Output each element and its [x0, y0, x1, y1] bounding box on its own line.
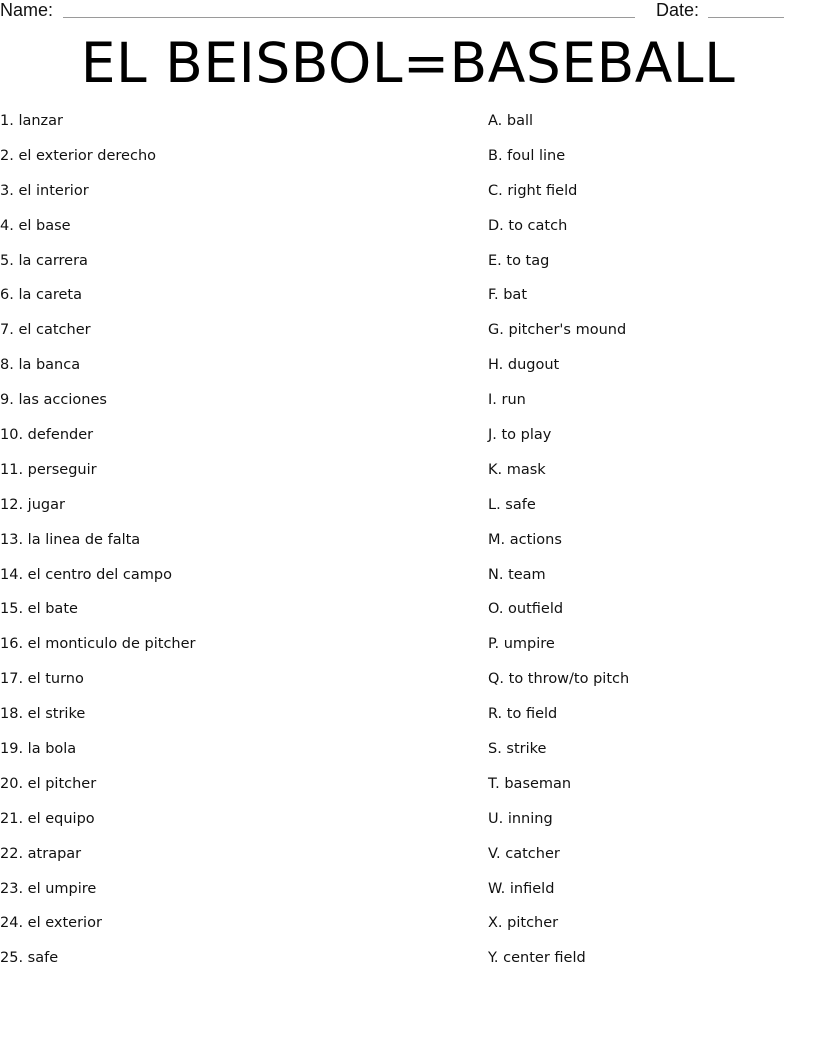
definition-item: L. safe: [488, 496, 536, 513]
term-item: 18. el strike: [0, 706, 86, 723]
definition-item: X. pitcher: [488, 915, 559, 932]
definition-item: M. actions: [488, 531, 562, 548]
term-item: 16. el monticulo de pitcher: [0, 636, 196, 653]
definition-item: T. baseman: [488, 775, 572, 792]
definition-item: W. infield: [488, 880, 555, 897]
term-item: 21. el equipo: [0, 810, 95, 827]
definition-item: E. to tag: [488, 252, 550, 269]
definition-item: U. inning: [488, 810, 553, 827]
definition-item: K. mask: [488, 461, 546, 478]
term-item: 5. la carrera: [0, 252, 88, 269]
term-item: 22. atrapar: [0, 845, 82, 862]
term-item: 23. el umpire: [0, 880, 97, 897]
definition-item: G. pitcher's mound: [488, 322, 627, 339]
term-item: 6. la careta: [0, 287, 82, 304]
definition-item: Y. center field: [488, 950, 586, 967]
definition-item: D. to catch: [488, 217, 568, 234]
definition-item: F. bat: [488, 287, 528, 304]
definition-item: J. to play: [488, 427, 552, 444]
definition-item: P. umpire: [488, 636, 555, 653]
term-item: 8. la banca: [0, 357, 81, 374]
date-label: Date:: [656, 0, 700, 20]
name-blank-line: [63, 17, 635, 18]
term-item: 12. jugar: [0, 496, 65, 513]
definition-item: C. right field: [488, 182, 578, 199]
definition-item: O. outfield: [488, 601, 564, 618]
definition-item: R. to field: [488, 706, 558, 723]
definition-item: S. strike: [488, 741, 547, 758]
terms-list: [0, 111, 470, 983]
term-item: 19. la bola: [0, 741, 77, 758]
definition-item: V. catcher: [488, 845, 560, 862]
term-item: 15. el bate: [0, 601, 78, 618]
date-blank-line: [708, 17, 784, 18]
term-item: 10. defender: [0, 427, 94, 444]
term-item: 20. el pitcher: [0, 775, 97, 792]
name-label: Name:: [0, 0, 54, 20]
page-title: EL BEISBOL=BASEBALL: [80, 31, 736, 95]
worksheet-header: [0, 0, 816, 22]
term-item: 11. perseguir: [0, 461, 97, 478]
term-item: 1. lanzar: [0, 113, 64, 129]
definitions-list: [488, 111, 808, 983]
definition-item: Q. to throw/to pitch: [488, 671, 630, 688]
term-item: 17. el turno: [0, 671, 84, 688]
term-item: 4. el base: [0, 217, 71, 234]
term-item: 14. el centro del campo: [0, 566, 172, 583]
term-item: 7. el catcher: [0, 322, 91, 339]
definition-item: B. foul line: [488, 147, 566, 164]
term-item: 9. las acciones: [0, 392, 107, 409]
term-item: 3. el interior: [0, 182, 89, 199]
term-item: 24. el exterior: [0, 915, 102, 932]
term-item: 13. la linea de falta: [0, 531, 141, 548]
definition-item: N. team: [488, 566, 546, 583]
definition-item: H. dugout: [488, 357, 560, 374]
term-item: 2. el exterior derecho: [0, 147, 157, 164]
term-item: 25. safe: [0, 950, 59, 967]
definition-item: I. run: [488, 392, 526, 409]
definition-item: A. ball: [488, 113, 534, 129]
